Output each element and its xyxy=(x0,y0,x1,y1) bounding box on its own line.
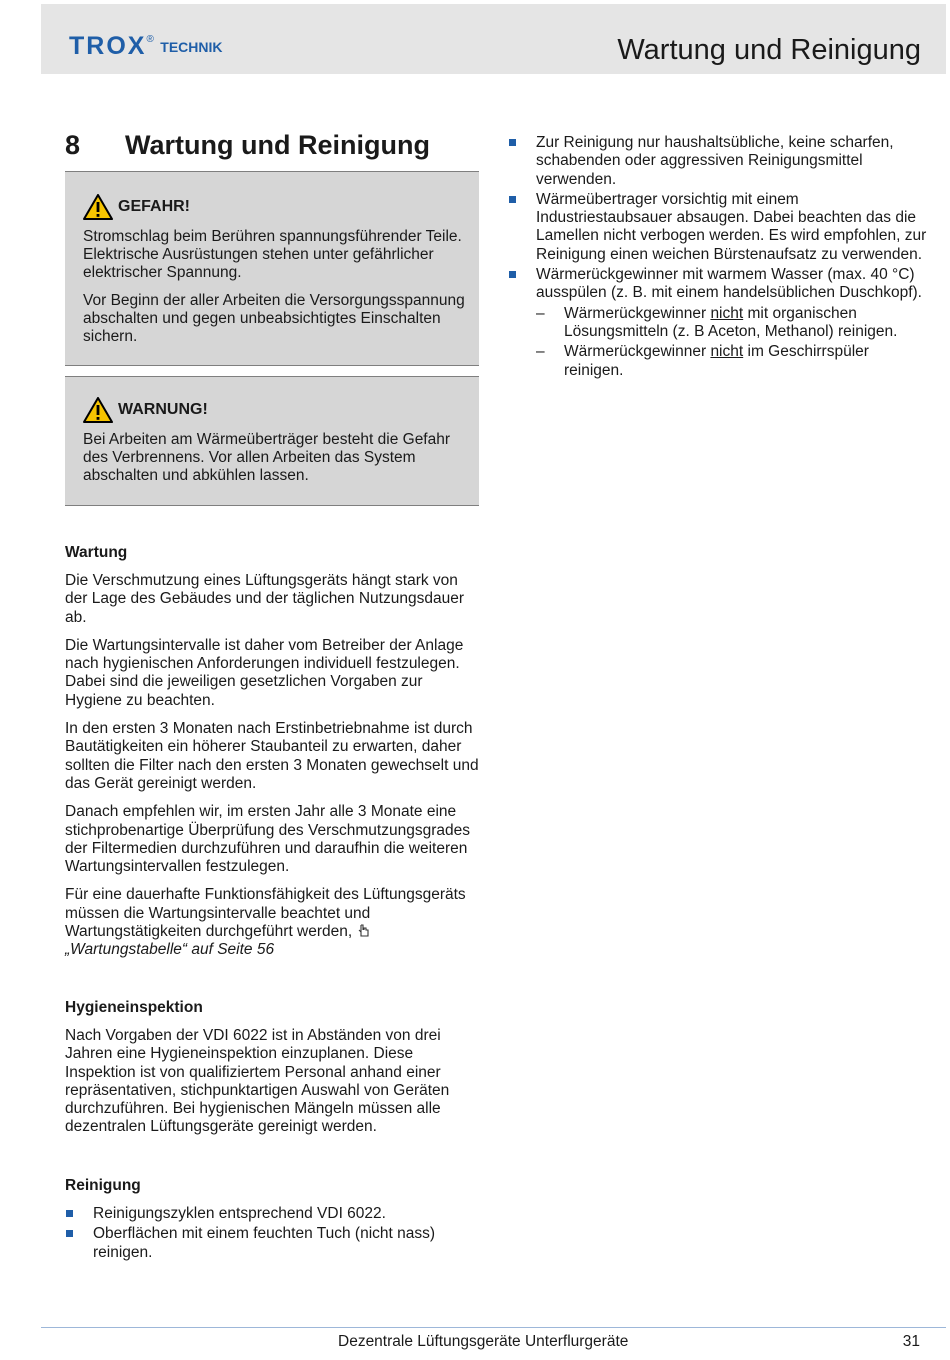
footer-document-title: Dezentrale Lüftungsgeräte Unterflurgeräte xyxy=(338,1333,629,1350)
list-item: Zur Reinigung nur haushaltsübliche, keine scharfen, schabenden oder aggressiven Reinigungsmittel verwenden. xyxy=(508,134,928,189)
danger-label: GEFAHR! xyxy=(118,198,190,215)
chapter-heading xyxy=(65,130,430,161)
warning-box xyxy=(65,376,479,506)
hygiene-paragraph: Nach Vorgaben der VDI 6022 ist in Abständen von drei Jahren eine Hygieneinspektion einzuplanen. Diese Inspektion ist von qualifiziertem Personal anhand einer repräsentativen, stichpunktartigen Auswahl von Geräten durchzuführen. Bei hygienischen Mängeln müssen alle dezentralen Lüftungsgeräte gereinigt werden. xyxy=(65,1027,450,1136)
footer-divider xyxy=(41,1327,946,1328)
wartung-paragraph-3: In den ersten 3 Monaten nach Erstinbetriebnahme ist durch Bautätigkeiten ein höherer Staubanteil zu erwarten, daher sollten die Filter nach den ersten 3 Monaten gewechselt und das Gerät gereinigt werden. xyxy=(65,720,479,792)
cleaning-instructions-list xyxy=(508,134,928,303)
hand-pointer-icon xyxy=(357,924,371,938)
list-item: Oberflächen mit einem feuchten Tuch (nicht nass) reinigen. xyxy=(65,1225,479,1262)
chapter-number: 8 xyxy=(65,130,81,160)
emphasis-nicht: nicht xyxy=(710,304,744,322)
logo-registered-mark: ® xyxy=(146,34,154,45)
hygiene-heading: Hygieneinspektion xyxy=(65,999,203,1016)
list-item: Reinigungszyklen entsprechend VDI 6022. xyxy=(65,1205,479,1223)
reinigung-list xyxy=(65,1205,479,1262)
list-item: Wärmerückgewinner mit warmem Wasser (max. 40 °C) ausspülen (z. B. mit einem handelsüblichen Duschkopf). xyxy=(508,266,928,303)
wartung-heading: Wartung xyxy=(65,544,128,561)
warning-heading xyxy=(83,397,469,423)
dash-marker: – xyxy=(536,343,545,361)
wartung-paragraph-1: Die Verschmutzung eines Lüftungsgeräts hängt stark von der Lage des Gebäudes und der täglichen Nutzungsdauer ab. xyxy=(65,572,464,626)
list-item: Wärmeübertrager vorsichtig mit einem Industriestaubsauer absaugen. Dabei beachten das die Lamellen nicht verbogen werden. Es wird empfohlen, zur Reinigung einen weichen Bürstenaufsatz zu verwenden. xyxy=(508,191,928,264)
danger-heading xyxy=(83,194,469,220)
list-item: – Wärmerückgewinner nicht mit organischen Lösungsmitteln (z. B Aceton, Methanol) reinigen. xyxy=(536,304,898,340)
right-column xyxy=(508,134,928,382)
danger-box xyxy=(65,171,479,366)
section-reinigung xyxy=(65,1177,479,1264)
page-header xyxy=(41,4,946,74)
wartung-paragraph-5-text: Für eine dauerhafte Funktionsfähigkeit des Lüftungsgeräts müssen die Wartungsintervalle beachtet und Wartungstätigkeiten durchgeführt werden, xyxy=(65,886,466,941)
trox-logo xyxy=(69,32,223,62)
warning-triangle-icon xyxy=(83,194,113,220)
warning-text: Bei Arbeiten am Wärmeüberträger besteht die Gefahr des Verbrennens. Vor allen Arbeiten das System abschalten und abkühlen lassen. xyxy=(83,431,451,484)
logo-brand: TROX xyxy=(69,32,147,60)
heat-exchanger-sublist xyxy=(508,305,928,380)
wartung-paragraph-4: Danach empfehlen wir, im ersten Jahr alle 3 Monate eine stichprobenartige Überprüfung des Verschmutzungsgrades der Filtermedien durchzuführen und daraufhin die weiteren Wartungsintervallen festzulegen. xyxy=(65,803,470,876)
table-reference-link[interactable]: „Wartungstabelle“ auf Seite 56 xyxy=(65,941,275,959)
warning-label: WARNUNG! xyxy=(118,401,208,418)
chapter-title: Wartung und Reinigung xyxy=(125,130,430,160)
dash-marker: – xyxy=(536,304,545,322)
page-number: 31 xyxy=(902,1333,920,1350)
header-title: Wartung und Reinigung xyxy=(617,34,921,66)
list-item: – Wärmerückgewinner nicht im Geschirrspüler reinigen. xyxy=(536,343,869,379)
emphasis-nicht: nicht xyxy=(710,343,744,361)
danger-text-1: Stromschlag beim Berühren spannungsführender Teile. Elektrische Ausrüstungen stehen unter gefährlicher elektrischer Spannung. xyxy=(83,228,462,281)
logo-subtitle: TECHNIK xyxy=(160,38,223,55)
section-hygiene xyxy=(65,999,479,1137)
section-wartung xyxy=(65,544,479,960)
warning-triangle-icon xyxy=(83,397,113,423)
reinigung-heading: Reinigung xyxy=(65,1177,141,1194)
wartung-paragraph-5 xyxy=(65,886,479,959)
wartung-paragraph-2: Die Wartungsintervalle ist daher vom Betreiber der Anlage nach hygienischen Anforderungen individuell festzulegen. Dabei sind die jeweiligen gesetzlichen Vorgaben zur Hygiene zu beachten. xyxy=(65,636,464,709)
danger-text-2: Vor Beginn der aller Arbeiten die Versorgungsspannung abschalten und gegen unbeabsichtigtes Einschalten sichern. xyxy=(83,292,465,345)
